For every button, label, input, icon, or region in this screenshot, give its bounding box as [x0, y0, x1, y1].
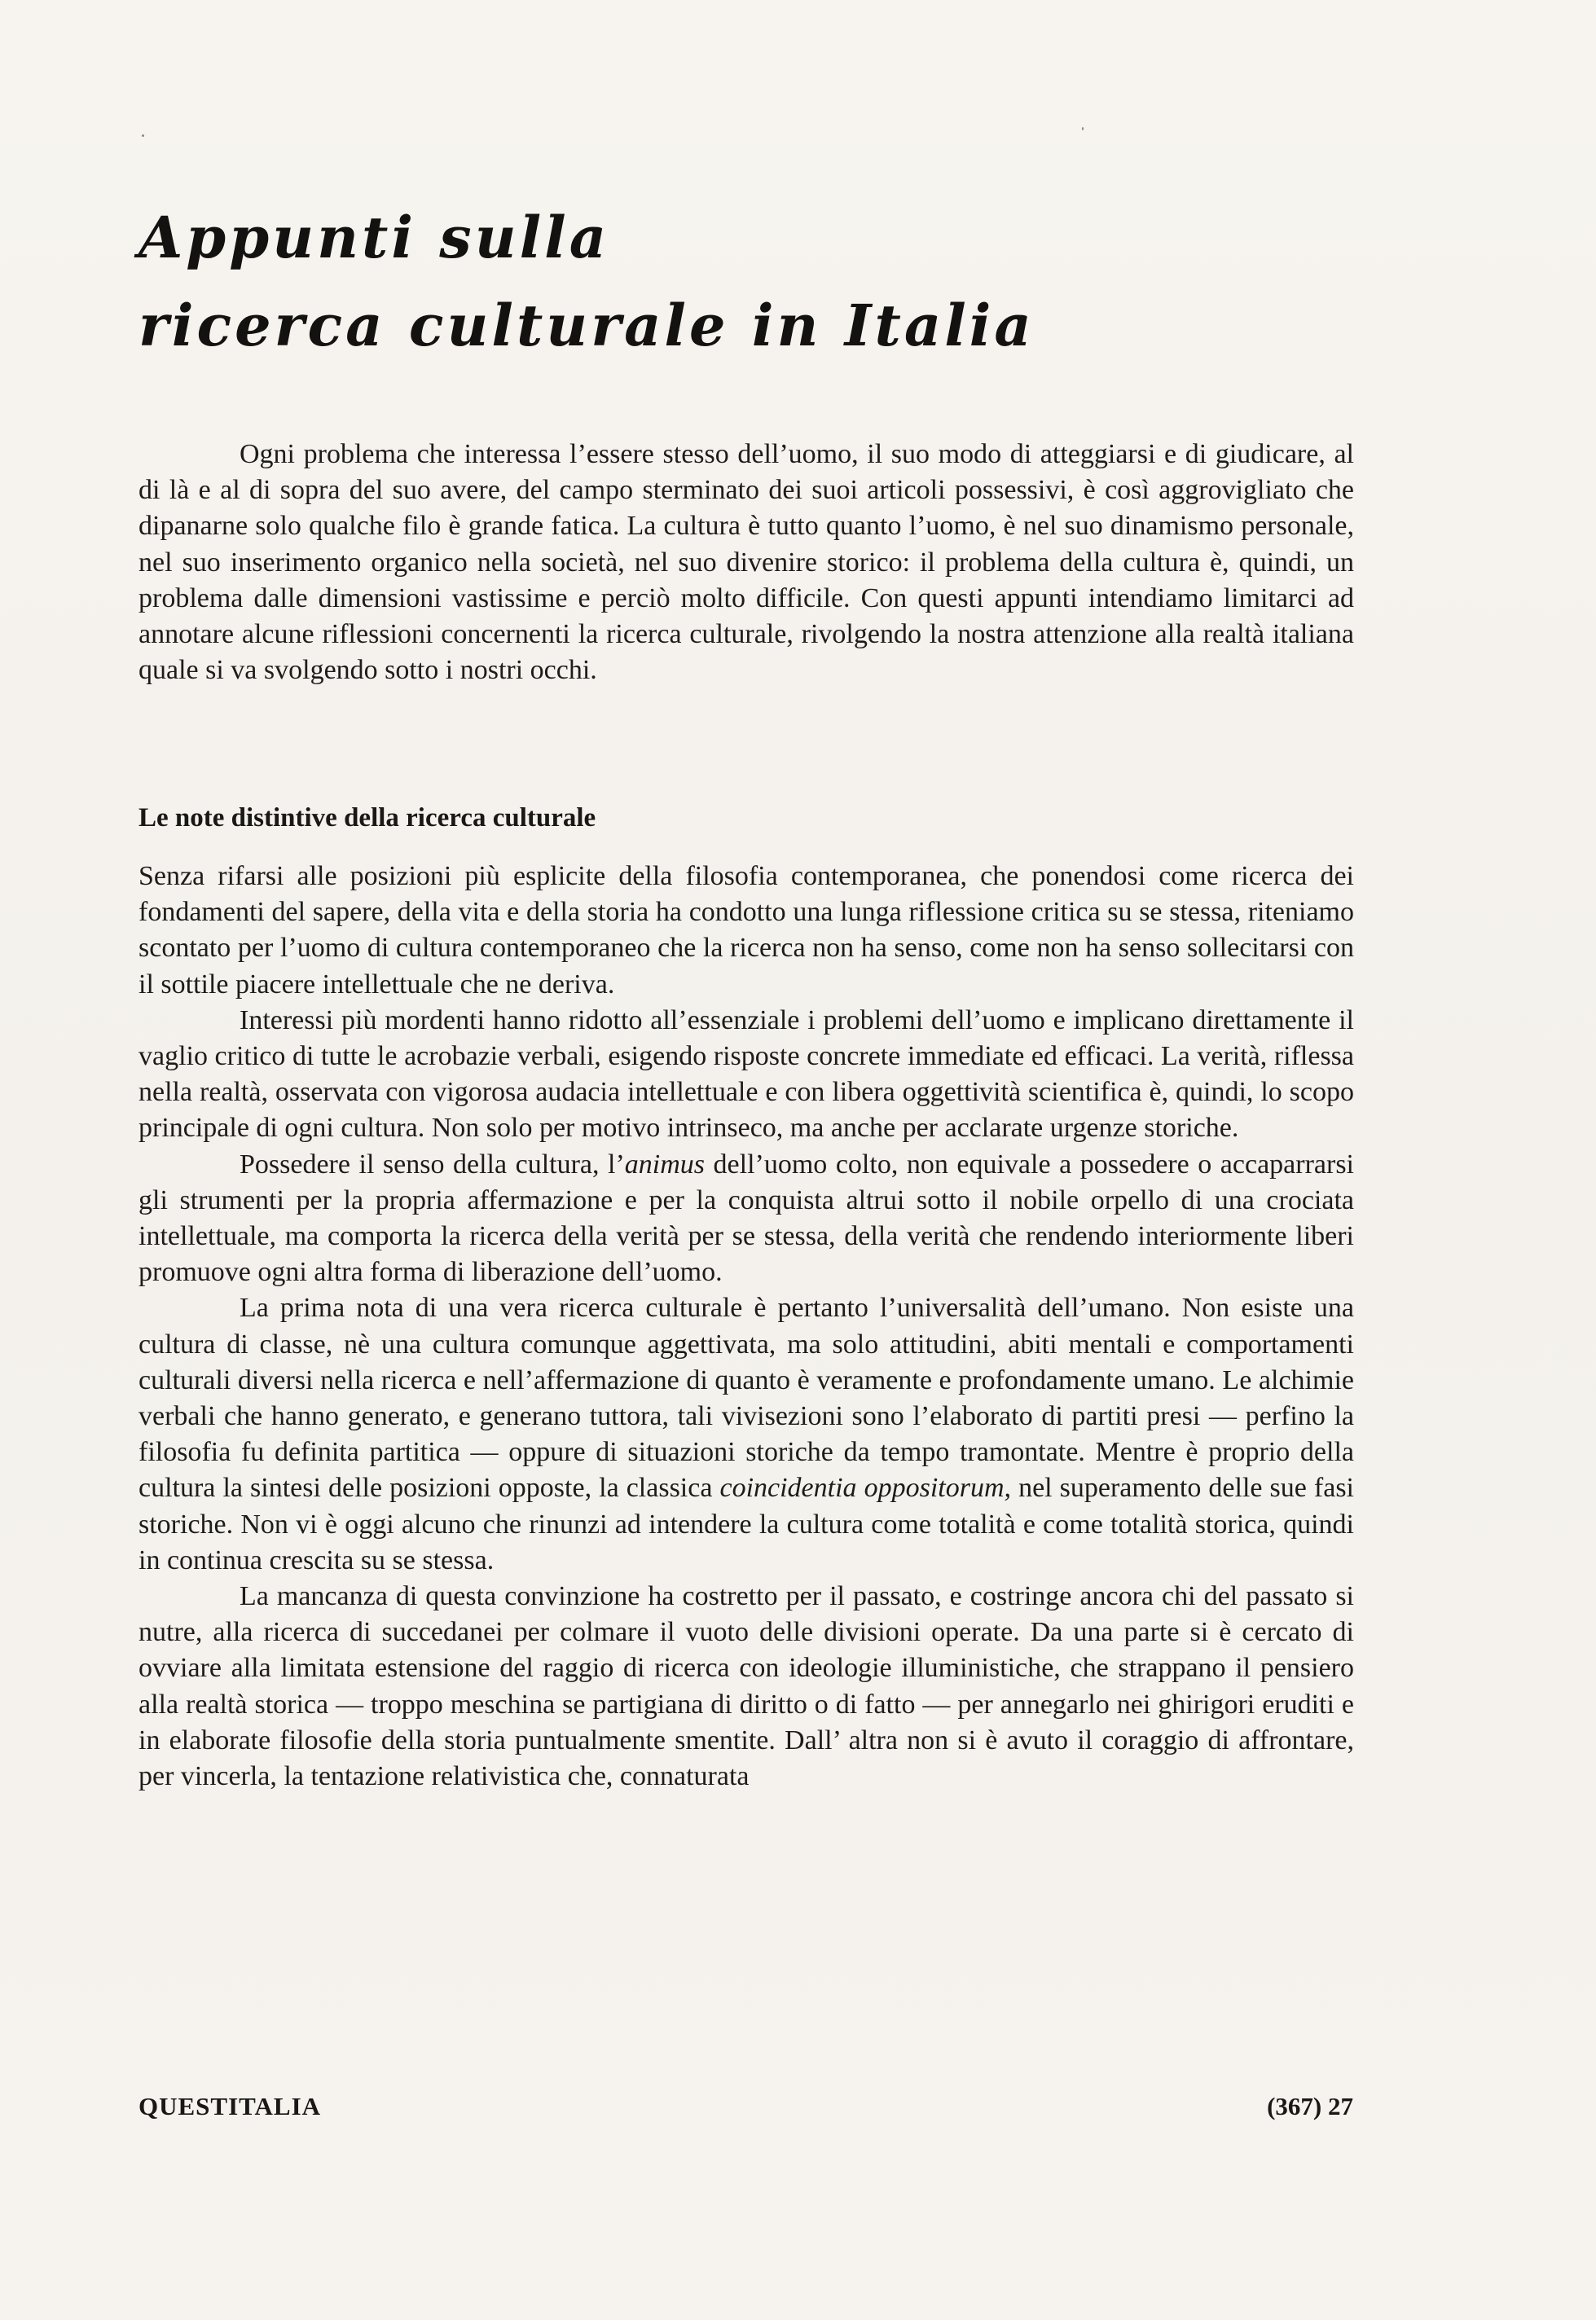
- article-title-line-1: Appunti sulla: [138, 204, 610, 271]
- article-title-line-2: ricerca culturale in Italia: [138, 292, 1035, 359]
- body-paragraph: La mancanza di questa convinzione ha costretto per il passato, e costringe ancora chi del passato si nutre, alla ricerca di succedanei per colmare il vuoto delle divisioni operate. Da una parte si è cercato di ovviare alla limitata estensione del raggio di ricerca con ideologie illuministiche, che strappano il pensiero alla realtà storica — troppo meschina se partigiana di diritto o di fatto — per annegarlo nei ghirigori eruditi e in elaborate filosofie della storia puntualmente smentite. Dall’ altra non si è avuto il coraggio di affrontare, per vincerla, la tentazione relativistica che, connaturata: [138, 1581, 1354, 1792]
- italic-term: coincidentia oppositorum,: [719, 1473, 1012, 1504]
- paragraph-text: dell’uomo colto, non equivale a possedere o accaparrarsi gli strumenti per la propria affermazione e per la conquista altrui sotto il nobile orpello di una crociata intellettuale, ma comporta la ricerca della verità per se stessa, della verità che rendendo interiormente liberi promuove ogni altra forma di liberazione dell’uomo.: [138, 1149, 1354, 1288]
- paragraph-text: La prima nota di una vera ricerca culturale è pertanto l’universalità dell’umano. Non esiste una cultura di classe, nè una cultura comunque aggettivata, ma solo attitudini, abiti mentali e comportamenti culturali diversi nella ricerca e nell’affermazione di quanto è veramente e profondamente umano. Le alchimie verbali che hanno generato, e generano tuttora, tali vivisezioni sono l’elaborato di partiti presi — perfino la filosofia fu definita partitica — oppure di situazioni storiche da tempo tramontate. Mentre è proprio della cultura la sintesi delle posizioni opposte, la classica: [138, 1293, 1354, 1504]
- paper-speck: [142, 134, 144, 137]
- body-paragraph: Senza rifarsi alle posizioni più esplicite della filosofia contemporanea, che ponendosi come ricerca dei fondamenti del sapere, della vita e della storia ha condotto una lunga riflessione critica su se stessa, riteniamo scontato per l’uomo di cultura contemporaneo che la ricerca non ha senso, come non ha senso sollecitarsi con il sottile piacere intellettuale che ne deriva.: [138, 861, 1354, 1000]
- intro-paragraph: Ogni problema che interessa l’essere stesso dell’uomo, il suo modo di atteggiarsi e di giudicare, al di là e al di sopra del suo avere, del campo sterminato dei suoi articoli possessivi, è così aggrovigliato che dipanarne solo qualche filo è grande fatica. La cultura è tutto quanto l’uomo, è nel suo dinamismo personale, nel suo inserimento organico nella società, nel suo divenire storico: il problema della cultura è, quindi, un problema dalle dimensioni vastissime e perciò molto difficile. Con questi appunti intendiamo limitarci ad annotare alcune riflessioni concernenti la ricerca culturale, rivolgendo la nostra attenzione alla realtà italiana quale si va svolgendo sotto i nostri occhi.: [138, 439, 1354, 686]
- italic-term: animus: [624, 1149, 706, 1180]
- paragraph-text: Possedere il senso della cultura, l’: [240, 1149, 625, 1180]
- section-heading: Le note distintive della ricerca culturale: [138, 803, 596, 833]
- page-number: (367) 27: [1267, 2092, 1353, 2120]
- journal-name: QUESTITALIA: [138, 2092, 322, 2120]
- body-paragraph: [138, 1147, 1354, 1291]
- article-body: [138, 859, 1354, 1795]
- article-title: [138, 194, 1198, 370]
- body-paragraph: [138, 1290, 1354, 1579]
- body-paragraph: Interessi più mordenti hanno ridotto all’essenziale i problemi dell’uomo e implicano direttamente il vaglio critico di tutte le acrobazie verbali, esigendo risposte concrete immediate ed efficaci. La verità, riflessa nella realtà, osservata con vigorosa audacia intellettuale e con libera oggettività scientifica è, quindi, lo scopo principale di ogni cultura. Non solo per motivo intrinseco, ma anche per acclarate urgenze storiche.: [138, 1004, 1354, 1144]
- paper-speck: [1082, 127, 1084, 130]
- paragraph-text: nel superamento delle sue fasi storiche. Non vi è oggi alcuno che rinunzi ad intendere la cultura come totalità e come totalità storica, quindi in continua crescita su se stessa.: [138, 1473, 1355, 1575]
